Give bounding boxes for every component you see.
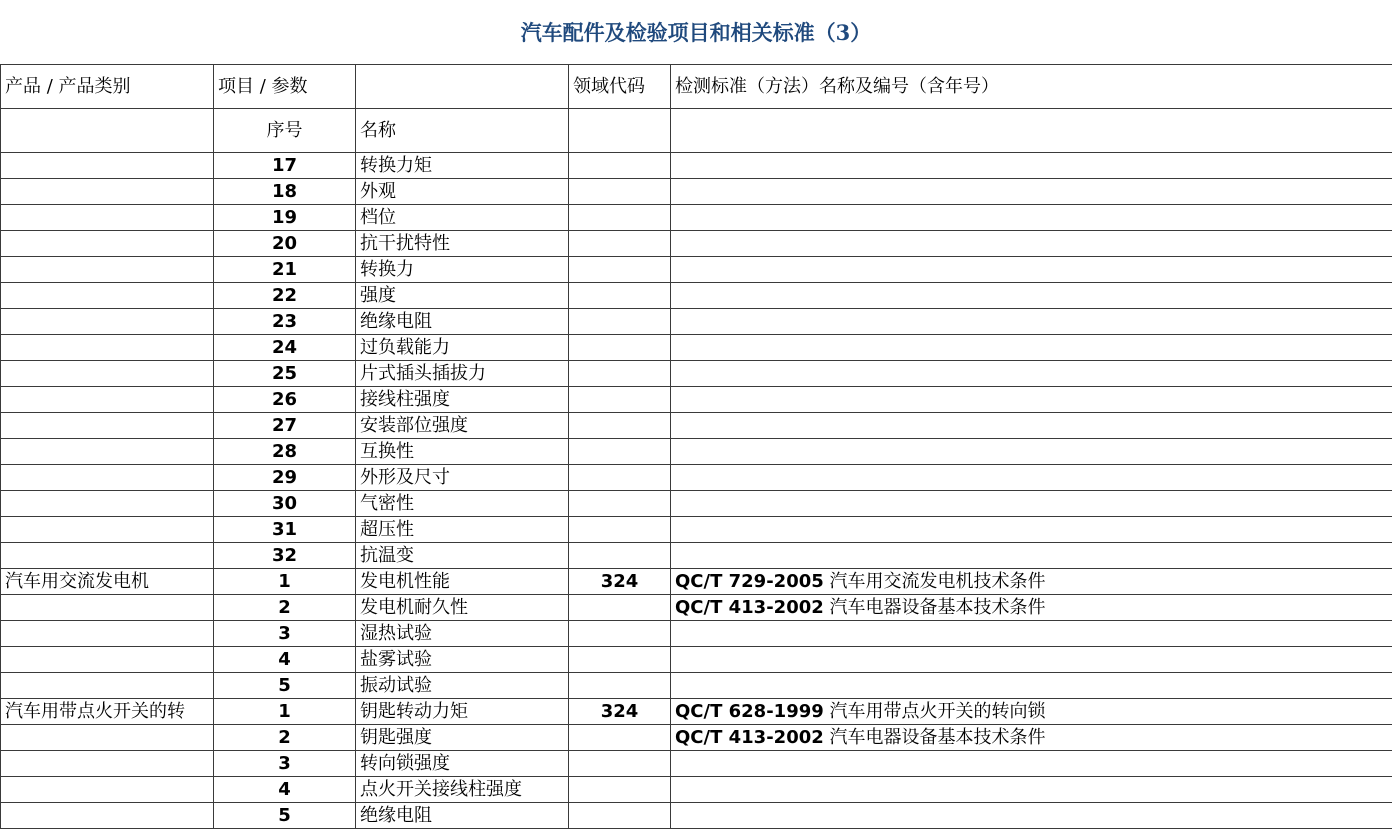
cell-name: 钥匙转动力矩 bbox=[356, 699, 569, 725]
cell-standard bbox=[671, 569, 1392, 595]
cell-seq: 18 bbox=[214, 179, 356, 205]
table-row bbox=[1, 699, 1392, 725]
cell-standard bbox=[671, 257, 1392, 283]
cell-standard bbox=[671, 231, 1392, 257]
cell-name: 盐雾试验 bbox=[356, 647, 569, 673]
cell-standard bbox=[671, 309, 1392, 335]
table-row bbox=[1, 647, 1392, 673]
cell-name: 转向锁强度 bbox=[356, 751, 569, 777]
cell-seq: 3 bbox=[214, 751, 356, 777]
cell-standard bbox=[671, 335, 1392, 361]
cell-field-code bbox=[569, 153, 671, 179]
cell-standard bbox=[671, 153, 1392, 179]
cell-field-code bbox=[569, 413, 671, 439]
cell-product bbox=[1, 725, 214, 751]
cell-name: 转换力 bbox=[356, 257, 569, 283]
cell-name: 钥匙强度 bbox=[356, 725, 569, 751]
cell-name: 绝缘电阻 bbox=[356, 803, 569, 829]
table-row bbox=[1, 335, 1392, 361]
cell-standard bbox=[671, 179, 1392, 205]
cell-name: 超压性 bbox=[356, 517, 569, 543]
cell-name: 档位 bbox=[356, 205, 569, 231]
standards-table bbox=[0, 64, 1392, 829]
cell-standard bbox=[671, 413, 1392, 439]
table-row bbox=[1, 777, 1392, 803]
cell-name: 发电机耐久性 bbox=[356, 595, 569, 621]
header-field-code: 领域代码 bbox=[569, 65, 671, 109]
cell-field-code bbox=[569, 283, 671, 309]
table-row bbox=[1, 309, 1392, 335]
table-row bbox=[1, 621, 1392, 647]
header-standard: 检测标准（方法）名称及编号（含年号） bbox=[671, 65, 1392, 109]
cell-product bbox=[1, 205, 214, 231]
header-name: 名称 bbox=[356, 109, 569, 153]
table-row bbox=[1, 803, 1392, 829]
header-blank bbox=[1, 109, 214, 153]
cell-product bbox=[1, 517, 214, 543]
cell-seq: 30 bbox=[214, 491, 356, 517]
cell-field-code bbox=[569, 257, 671, 283]
cell-seq: 32 bbox=[214, 543, 356, 569]
cell-seq: 5 bbox=[214, 673, 356, 699]
cell-standard bbox=[671, 465, 1392, 491]
cell-seq: 25 bbox=[214, 361, 356, 387]
cell-product bbox=[1, 413, 214, 439]
cell-seq: 24 bbox=[214, 335, 356, 361]
standard-code: QC/T 729-2005 bbox=[675, 571, 824, 592]
cell-seq: 29 bbox=[214, 465, 356, 491]
cell-seq: 19 bbox=[214, 205, 356, 231]
table-row bbox=[1, 179, 1392, 205]
table-row bbox=[1, 465, 1392, 491]
table-row bbox=[1, 387, 1392, 413]
standard-name: 汽车用交流发电机技术条件 bbox=[830, 571, 1046, 592]
cell-product bbox=[1, 491, 214, 517]
cell-standard bbox=[671, 491, 1392, 517]
cell-field-code bbox=[569, 439, 671, 465]
cell-field-code bbox=[569, 673, 671, 699]
table-row bbox=[1, 153, 1392, 179]
cell-seq: 2 bbox=[214, 595, 356, 621]
standard-code: QC/T 413-2002 bbox=[675, 727, 824, 748]
table-row bbox=[1, 517, 1392, 543]
table-row bbox=[1, 231, 1392, 257]
cell-seq: 27 bbox=[214, 413, 356, 439]
cell-name: 抗干扰特性 bbox=[356, 231, 569, 257]
cell-seq: 31 bbox=[214, 517, 356, 543]
cell-seq: 3 bbox=[214, 621, 356, 647]
cell-field-code bbox=[569, 335, 671, 361]
table-row bbox=[1, 283, 1392, 309]
table-row bbox=[1, 595, 1392, 621]
table-row bbox=[1, 569, 1392, 595]
cell-seq: 22 bbox=[214, 283, 356, 309]
cell-product: 汽车用带点火开关的转 bbox=[1, 699, 214, 725]
cell-name: 湿热试验 bbox=[356, 621, 569, 647]
cell-name: 外观 bbox=[356, 179, 569, 205]
cell-standard bbox=[671, 725, 1392, 751]
cell-name: 点火开关接线柱强度 bbox=[356, 777, 569, 803]
cell-name: 接线柱强度 bbox=[356, 387, 569, 413]
cell-field-code bbox=[569, 179, 671, 205]
header-product: 产品 / 产品类别 bbox=[1, 65, 214, 109]
cell-field-code bbox=[569, 595, 671, 621]
cell-name: 发电机性能 bbox=[356, 569, 569, 595]
cell-field-code: 324 bbox=[569, 569, 671, 595]
cell-product bbox=[1, 361, 214, 387]
cell-product bbox=[1, 777, 214, 803]
cell-field-code bbox=[569, 517, 671, 543]
cell-standard bbox=[671, 205, 1392, 231]
cell-standard bbox=[671, 699, 1392, 725]
cell-product bbox=[1, 751, 214, 777]
cell-seq: 20 bbox=[214, 231, 356, 257]
table-row bbox=[1, 751, 1392, 777]
cell-seq: 4 bbox=[214, 647, 356, 673]
cell-product bbox=[1, 673, 214, 699]
cell-seq: 28 bbox=[214, 439, 356, 465]
standard-name: 汽车电器设备基本技术条件 bbox=[830, 727, 1046, 748]
cell-standard bbox=[671, 283, 1392, 309]
cell-name: 外形及尺寸 bbox=[356, 465, 569, 491]
table-row bbox=[1, 439, 1392, 465]
cell-seq: 26 bbox=[214, 387, 356, 413]
cell-product bbox=[1, 803, 214, 829]
cell-name: 互换性 bbox=[356, 439, 569, 465]
table-row bbox=[1, 205, 1392, 231]
cell-standard bbox=[671, 543, 1392, 569]
cell-product bbox=[1, 465, 214, 491]
cell-name: 片式插头插拔力 bbox=[356, 361, 569, 387]
cell-field-code bbox=[569, 309, 671, 335]
standard-name: 汽车用带点火开关的转向锁 bbox=[830, 701, 1046, 722]
cell-standard bbox=[671, 647, 1392, 673]
cell-seq: 2 bbox=[214, 725, 356, 751]
cell-product: 汽车用交流发电机 bbox=[1, 569, 214, 595]
cell-seq: 1 bbox=[214, 699, 356, 725]
page-title: 汽车配件及检验项目和相关标准（3） bbox=[0, 0, 1392, 64]
header-item: 项目 / 参数 bbox=[214, 65, 356, 109]
standard-code: QC/T 628-1999 bbox=[675, 701, 824, 722]
cell-seq: 21 bbox=[214, 257, 356, 283]
cell-standard bbox=[671, 595, 1392, 621]
cell-product bbox=[1, 283, 214, 309]
cell-name: 强度 bbox=[356, 283, 569, 309]
header-row-2 bbox=[1, 109, 1392, 153]
cell-field-code bbox=[569, 621, 671, 647]
table-row bbox=[1, 725, 1392, 751]
cell-seq: 1 bbox=[214, 569, 356, 595]
cell-product bbox=[1, 595, 214, 621]
cell-product bbox=[1, 231, 214, 257]
cell-field-code bbox=[569, 361, 671, 387]
cell-name: 过负载能力 bbox=[356, 335, 569, 361]
cell-product bbox=[1, 257, 214, 283]
cell-field-code bbox=[569, 647, 671, 673]
header-blank-standard bbox=[671, 109, 1392, 153]
cell-field-code bbox=[569, 725, 671, 751]
cell-product bbox=[1, 543, 214, 569]
header-row-1 bbox=[1, 65, 1392, 109]
cell-standard bbox=[671, 361, 1392, 387]
standard-code: QC/T 413-2002 bbox=[675, 597, 824, 618]
cell-product bbox=[1, 335, 214, 361]
cell-field-code bbox=[569, 491, 671, 517]
cell-field-code bbox=[569, 465, 671, 491]
cell-seq: 23 bbox=[214, 309, 356, 335]
cell-name: 绝缘电阻 bbox=[356, 309, 569, 335]
cell-field-code bbox=[569, 751, 671, 777]
cell-name: 气密性 bbox=[356, 491, 569, 517]
cell-product bbox=[1, 153, 214, 179]
table-row bbox=[1, 543, 1392, 569]
cell-standard bbox=[671, 777, 1392, 803]
cell-seq: 17 bbox=[214, 153, 356, 179]
cell-standard bbox=[671, 803, 1392, 829]
cell-product bbox=[1, 647, 214, 673]
cell-field-code bbox=[569, 543, 671, 569]
standard-name: 汽车电器设备基本技术条件 bbox=[830, 597, 1046, 618]
cell-standard bbox=[671, 387, 1392, 413]
cell-name: 转换力矩 bbox=[356, 153, 569, 179]
cell-product bbox=[1, 309, 214, 335]
cell-standard bbox=[671, 517, 1392, 543]
cell-standard bbox=[671, 751, 1392, 777]
cell-product bbox=[1, 439, 214, 465]
table-row bbox=[1, 491, 1392, 517]
cell-standard bbox=[671, 621, 1392, 647]
cell-standard bbox=[671, 439, 1392, 465]
cell-name: 抗温变 bbox=[356, 543, 569, 569]
cell-product bbox=[1, 179, 214, 205]
cell-field-code bbox=[569, 205, 671, 231]
cell-field-code bbox=[569, 803, 671, 829]
cell-field-code bbox=[569, 387, 671, 413]
cell-standard bbox=[671, 673, 1392, 699]
table-row bbox=[1, 257, 1392, 283]
cell-name: 振动试验 bbox=[356, 673, 569, 699]
table-row bbox=[1, 673, 1392, 699]
cell-seq: 5 bbox=[214, 803, 356, 829]
cell-field-code: 324 bbox=[569, 699, 671, 725]
header-seq: 序号 bbox=[214, 109, 356, 153]
header-blank-code bbox=[569, 109, 671, 153]
cell-name: 安装部位强度 bbox=[356, 413, 569, 439]
table-row bbox=[1, 413, 1392, 439]
cell-product bbox=[1, 387, 214, 413]
header-item-blank bbox=[356, 65, 569, 109]
cell-seq: 4 bbox=[214, 777, 356, 803]
cell-field-code bbox=[569, 777, 671, 803]
cell-field-code bbox=[569, 231, 671, 257]
cell-product bbox=[1, 621, 214, 647]
table-row bbox=[1, 361, 1392, 387]
